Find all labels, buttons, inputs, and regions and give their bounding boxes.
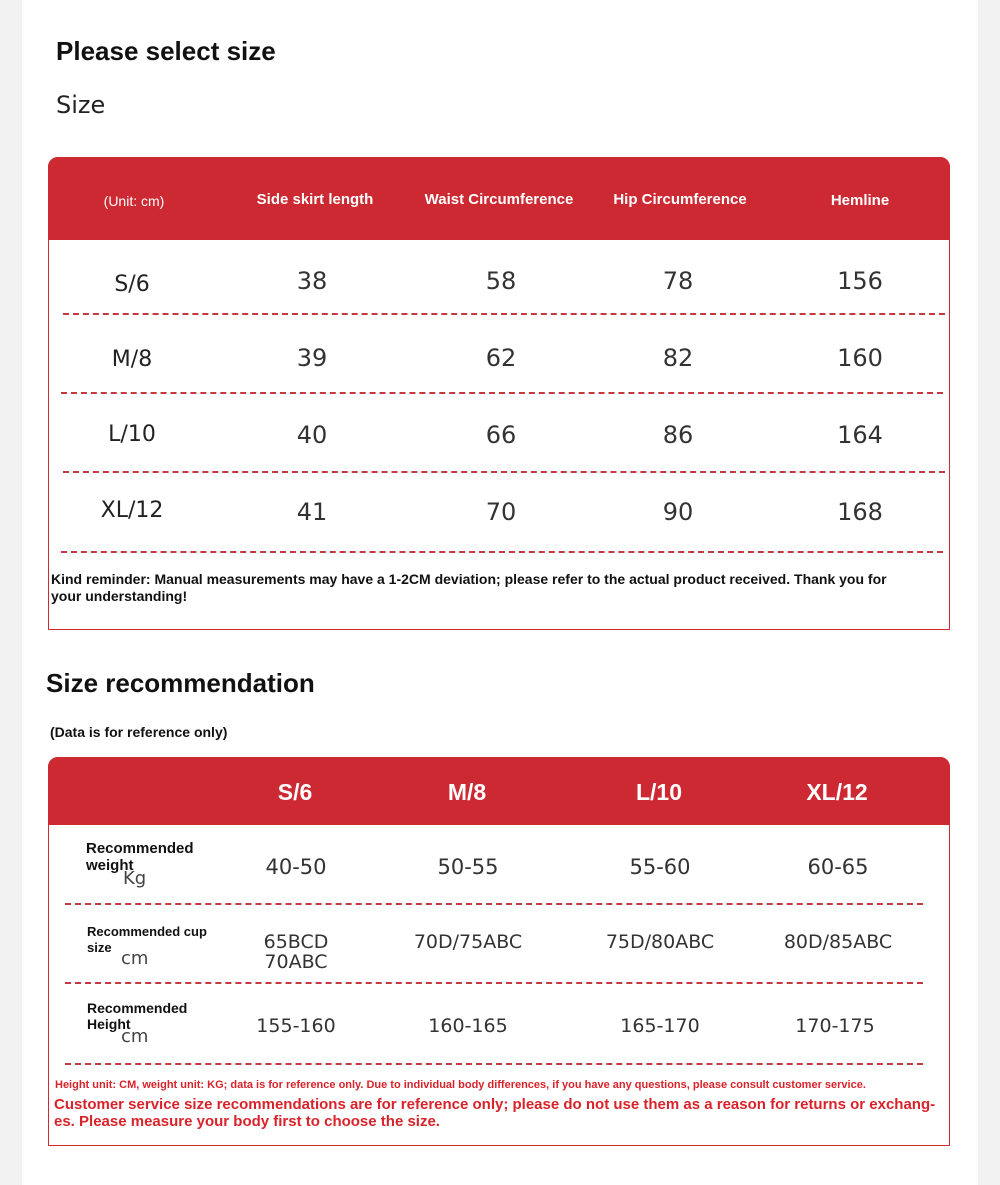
reminder-note — [51, 571, 941, 605]
table-cell: 62 — [485, 344, 517, 372]
rec-col-header: L/10 — [635, 779, 683, 805]
hip-header: Hip Circumference — [613, 191, 747, 208]
weight-row-label: Recommended weight — [86, 840, 194, 874]
table-cell: 160-165 — [428, 1015, 508, 1037]
red-disclaimer: Customer service size recommendations are for reference only; please do not use them as a reason for returns or exchang- es. Please measure your body first to choose the size. — [54, 1096, 936, 1130]
rec-col-header: S/6 — [277, 779, 313, 805]
side-skirt-length-header: Side skirt length — [256, 191, 374, 208]
reference-note: (Data is for reference only) — [50, 724, 228, 740]
table-cell: 40 — [296, 421, 328, 449]
table-cell: 38 — [296, 267, 328, 295]
table-cell: 160 — [837, 344, 883, 372]
unit-header: (Unit: cm) — [103, 193, 165, 209]
table-cell: 50-55 — [437, 855, 499, 879]
row-divider — [65, 1063, 923, 1065]
height-unit: cm — [121, 1026, 149, 1047]
table-cell: 55-60 — [629, 855, 691, 879]
size-select-title: Please select size — [56, 36, 276, 66]
table-cell: 70D/75ABC — [413, 931, 523, 953]
cup-row-label: Recommended cup size — [87, 924, 207, 955]
table-cell: 90 — [662, 498, 694, 526]
recommendation-card — [48, 757, 950, 1146]
size-chart-header — [48, 157, 950, 240]
table-cell: 165-170 — [620, 1015, 700, 1037]
table-cell: 86 — [662, 421, 694, 449]
table-cell: 78 — [662, 267, 694, 295]
size-cell: XL/12 — [100, 498, 164, 523]
recommendation-header — [48, 757, 950, 825]
rec-col-header: XL/12 — [806, 779, 868, 805]
reminder-line-2: your understanding! — [51, 588, 188, 604]
table-cell: 60-65 — [807, 855, 869, 879]
table-cell: 58 — [485, 267, 517, 295]
rec-col-header: M/8 — [447, 779, 487, 805]
small-disclaimer: Height unit: CM, weight unit: KG; data is for reference only. Due to individual body differences, if you have any questions, please consult customer service. — [55, 1079, 866, 1091]
row-divider — [61, 392, 943, 394]
table-cell: 70 — [485, 498, 517, 526]
table-cell: 65BCD 70ABC — [263, 931, 329, 973]
table-cell: 80D/85ABC — [783, 931, 893, 953]
table-cell: 170-175 — [795, 1015, 875, 1037]
row-divider — [61, 551, 943, 553]
row-divider — [65, 982, 923, 984]
size-chart-card — [48, 157, 950, 630]
row-divider — [65, 903, 923, 905]
size-subtitle: Size — [56, 91, 106, 119]
size-cell: L/10 — [108, 422, 156, 447]
table-cell: 40-50 — [265, 855, 327, 879]
cup-unit: cm — [121, 948, 149, 969]
table-cell: 66 — [485, 421, 517, 449]
size-recommendation-title: Size recommendation — [46, 668, 315, 698]
table-cell: 39 — [296, 344, 328, 372]
reminder-line-1: Kind reminder: Manual measurements may have a 1-2CM deviation; please refer to the actual product received. Thank you for — [51, 571, 887, 587]
size-cell: S/6 — [114, 272, 150, 297]
height-row-label: Recommended Height — [87, 1000, 188, 1032]
table-cell: 82 — [662, 344, 694, 372]
table-cell: 155-160 — [256, 1015, 336, 1037]
table-cell: 164 — [837, 421, 883, 449]
size-cell: M/8 — [111, 347, 153, 372]
row-divider — [63, 313, 945, 315]
table-cell: 156 — [837, 267, 883, 295]
row-divider — [63, 471, 945, 473]
waist-header: Waist Circumference — [424, 191, 574, 208]
weight-unit: Kg — [123, 868, 147, 889]
table-cell: 41 — [296, 498, 328, 526]
hemline-header: Hemline — [830, 192, 890, 209]
table-cell: 75D/80ABC — [605, 931, 715, 953]
table-cell: 168 — [837, 498, 883, 526]
